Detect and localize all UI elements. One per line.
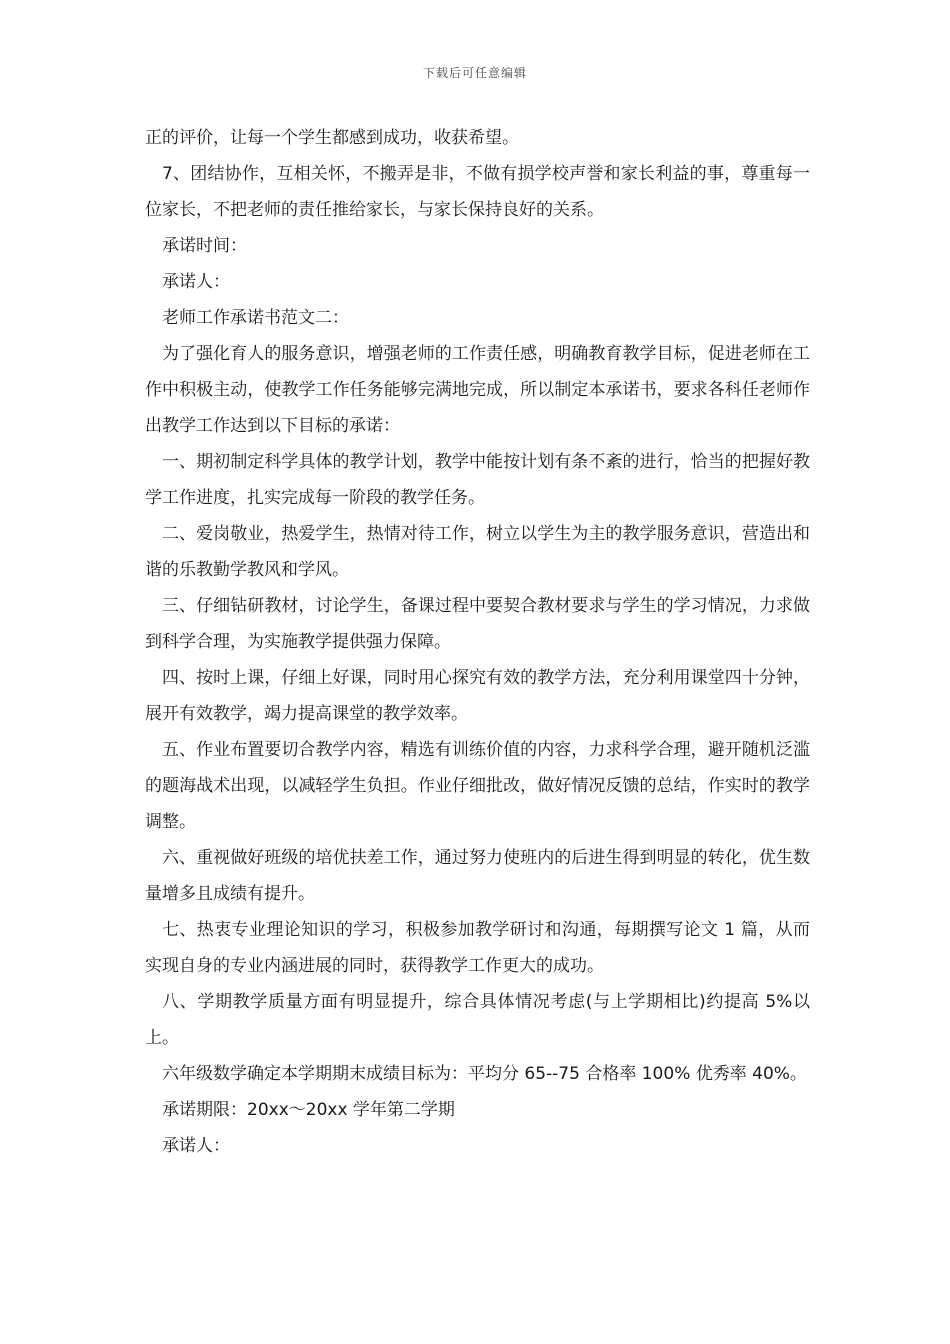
- paragraph-goal-5: 五、作业布置要切合教学内容，精选有训练价值的内容，力求科学合理，避开随机泛滥的题海战术出现，以减轻学生负担。作业仔细批改，做好情况反馈的总结，作实时的教学调整。: [145, 740, 810, 832]
- paragraph-goal-1: 一、期初制定科学具体的教学计划，教学中能按计划有条不紊的进行，恰当的把握好教学工作进度，扎实完成每一阶段的教学任务。: [145, 452, 810, 508]
- paragraph-goal-8: 八、学期教学质量方面有明显提升，综合具体情况考虑(与上学期相比)约提高 5%以上。: [145, 992, 810, 1048]
- paragraph-goal-3: 三、仔细钻研教材，讨论学生，备课过程中要契合教材要求与学生的学习情况，力求做到科学合理，为实施教学提供强力保障。: [145, 596, 810, 652]
- committer-label-2: 承诺人：: [162, 1136, 230, 1156]
- commitment-time-label: 承诺时间：: [162, 236, 247, 256]
- paragraph-goal-2: 二、爱岗敬业，热爱学生，热情对待工作，树立以学生为主的教学服务意识，营造出和谐的乐教勤学教风和学风。: [145, 524, 810, 580]
- paragraph-grade-target: 六年级数学确定本学期期末成绩目标为：平均分 65--75 合格率 100% 优秀率 40%。: [162, 1064, 807, 1084]
- paragraph-goal-6: 六、重视做好班级的培优扶差工作，通过努力使班内的后进生得到明显的转化，优生数量增多且成绩有提升。: [145, 848, 810, 904]
- paragraph-continuation: 正的评价，让每一个学生都感到成功，收获希望。: [145, 128, 519, 148]
- commitment-period: 承诺期限：20xx～20xx 学年第二学期: [162, 1100, 455, 1120]
- header-note: 下载后可任意编辑: [422, 66, 527, 80]
- paragraph-goal-7: 七、热衷专业理论知识的学习，积极参加教学研讨和沟通，每期撰写论文 1 篇，从而实现自身的专业内涵进展的同时，获得教学工作更大的成功。: [145, 920, 810, 976]
- paragraph-goal-4: 四、按时上课，仔细上好课，同时用心探究有效的教学方法，充分利用课堂四十分钟，展开有效教学，竭力提高课堂的教学效率。: [145, 668, 810, 724]
- section-title: 老师工作承诺书范文二：: [162, 308, 349, 328]
- committer-label: 承诺人：: [162, 272, 230, 292]
- document-body: [145, 120, 810, 1164]
- paragraph-item-7: 7、团结协作，互相关怀，不搬弄是非，不做有损学校声誉和家长利益的事，尊重每一位家长，不把老师的责任推给家长，与家长保持良好的关系。: [145, 164, 810, 220]
- paragraph-intro: 为了强化育人的服务意识，增强老师的工作责任感，明确教育教学目标，促进老师在工作中积极主动，使教学工作任务能够完满地完成，所以制定本承诺书，要求各科任老师作出教学工作达到以下目标的承诺：: [145, 344, 810, 436]
